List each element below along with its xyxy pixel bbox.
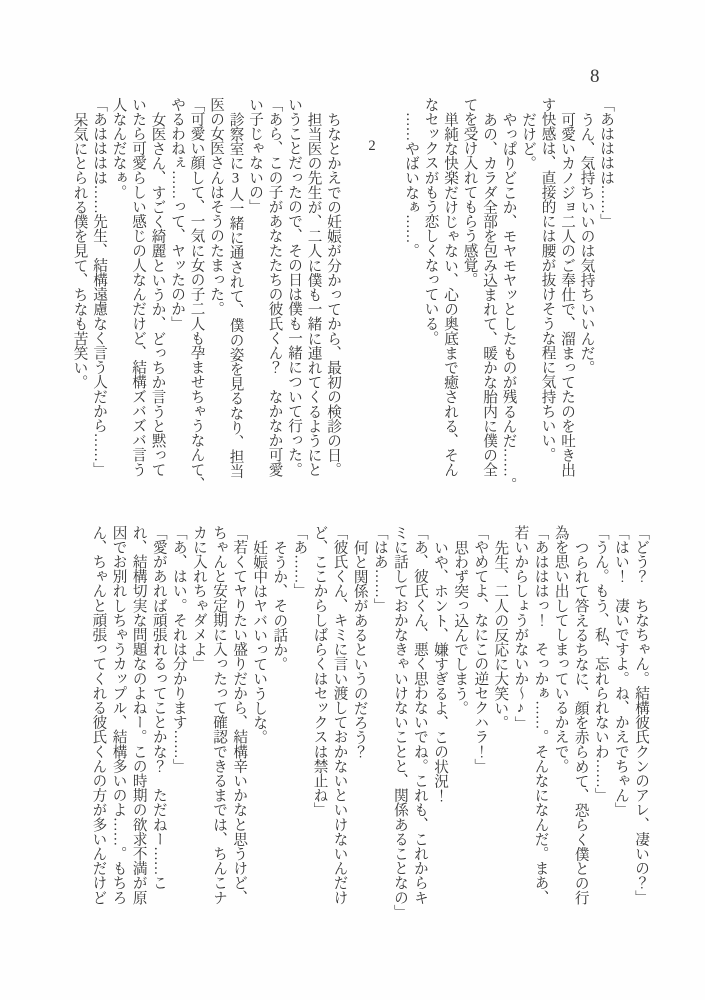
text-line: ミに話しておかなきゃいけないことと、関係あることなの」 — [391, 525, 408, 920]
main-text-upper-block — [69, 97, 615, 505]
text-line: てを受け入れてもらう感覚。 — [461, 97, 478, 287]
text-line: 因でお別れしちゃうカップル、結構多いのよ……。もちろ — [110, 525, 127, 905]
page-number: 8 — [590, 66, 601, 87]
text-line: れ、結構切実な問題なのよねー。この時期の欲求不満が原 — [130, 525, 147, 905]
text-line: やっぱりどこか、モヤモヤッとしたものが残るんだ……。 — [500, 111, 517, 492]
text-line: 「うん。もう、私、忘れられないわ……」 — [592, 525, 609, 803]
text-line: 「やめてよ、なにこの逆セクハラ！」 — [472, 525, 489, 774]
text-line: ん、ちゃんと頑張ってくれる彼氏くんの方が多いんだけど — [90, 525, 107, 905]
text-line: なセックスがもう恋しくなっている。 — [422, 97, 439, 346]
text-line: 「あはははは……先生、結構遠慮なく言う人だから……」 — [91, 97, 107, 477]
main-text-lower-block — [88, 525, 651, 933]
text-line: 単純な快楽だけじゃない、心の奥底まで癒される、そん — [442, 111, 458, 477]
text-line: 「あ……」 — [291, 525, 308, 598]
text-line: あの、カラダ全部を包み込まれて、暖かな胎内に僕の全 — [481, 111, 497, 477]
text-line: す快感は、直接的には腰が抜けそうな程に気持ちいい。 — [539, 97, 556, 462]
text-line: いうことだったので、その日は僕も一緒について行った。 — [286, 97, 302, 477]
text-line: ……やばいなぁ……。 — [403, 111, 419, 258]
text-line: 「あはははっ！ そっかぁ……。そんなになんだ。まあ、 — [532, 525, 549, 905]
text-line: 「若くてヤりたい盛りだから、結構辛いかなと思うけど、 — [231, 525, 248, 905]
text-line — [342, 97, 362, 505]
text-line: いたら可愛らしい感じの人なんだけど、結構ズバズバ言う — [130, 97, 146, 477]
text-line: ど、ここからしばらくはセックスは禁止ね」 — [311, 525, 328, 817]
text-line: 「彼氏くん、キミに言い渡しておかないといけないんだけ — [331, 525, 348, 905]
text-line: 担当医の先生が、二人に僕も一緒に連れてくるようにと — [305, 111, 322, 477]
text-line: うん、気持ちいいのは気持ちいいんだ。 — [578, 111, 595, 375]
text-line: 「あはははは……」 — [598, 97, 614, 229]
text-line: 人なんだなぁ。 — [110, 97, 127, 200]
text-line: カに入れちゃダメよ」 — [190, 525, 207, 671]
text-line: 妊娠中はヤバいっていうしな。 — [251, 539, 268, 744]
text-line: 呆気にとられる僕を見て、ちなも苦笑い。 — [71, 111, 88, 389]
text-line: 「あ、はい。それは分かります……」 — [170, 525, 187, 774]
text-line: ちなとかえでの妊娠が分かってから、最初の検診の日。 — [325, 111, 341, 477]
text-line: 思わず突っ込んでしまう。 — [452, 539, 469, 715]
text-line: だけど。 — [520, 111, 536, 170]
text-line: 為を思い出してしまっているかえで。 — [552, 525, 569, 774]
text-line: 「可愛い顔して、一気に女の子二人も孕ませちゃうなんて、 — [188, 97, 205, 492]
text-line: 女医さん、すごく綺麗というか、どっちか言うと黙って — [149, 111, 166, 477]
text-line: 若いからしょうがないか〜♪」 — [512, 525, 529, 731]
text-line: 「はあ……」 — [371, 525, 388, 613]
text-line: ちゃんと安定期に入ったって確認できるまでは、ちんこナ — [211, 525, 228, 905]
text-line: 2 — [364, 137, 380, 154]
text-line: 「どう？ ちなちゃん。結構彼氏クンのアレ、凄いの？」 — [633, 525, 649, 905]
text-line: 何と関係があるというのだろう？ — [351, 539, 368, 759]
text-line: 診察室に3人一緒に通されて、僕の姿を見るなり、担当 — [227, 111, 244, 478]
text-line — [381, 97, 401, 505]
text-line: 「愛があれば頑張れるってことかな？ ただねー……こ — [150, 525, 167, 890]
text-line: い子じゃないの」 — [247, 97, 263, 214]
text-line: いや、ホント、嫌すぎるよ、この状況！ — [432, 539, 449, 803]
text-line: 医の女医さんはそうのたまった。 — [208, 97, 224, 316]
text-line: 「あ、彼氏くん、悪く思わないでね。これも、これからキ — [411, 525, 428, 905]
text-line: 「はい！ 凄いですよ。ね、かえでちゃん」 — [612, 525, 629, 817]
text-line: 「あら、この子があなたたちの彼氏くん？ なかなか可愛 — [266, 97, 283, 477]
text-line: つられて答えるちなに、顔を赤らめて、恐らく僕との行 — [572, 539, 589, 905]
text-line: やるわねぇ……って、ヤッたのか」 — [169, 97, 185, 331]
text-line: そうか、その話か。 — [271, 539, 288, 671]
text-line: 先生、二人の反応に大笑い。 — [492, 539, 509, 730]
text-line: 可愛いカノジョ二人のご奉仕で、溜まってたのを吐き出 — [559, 111, 575, 477]
